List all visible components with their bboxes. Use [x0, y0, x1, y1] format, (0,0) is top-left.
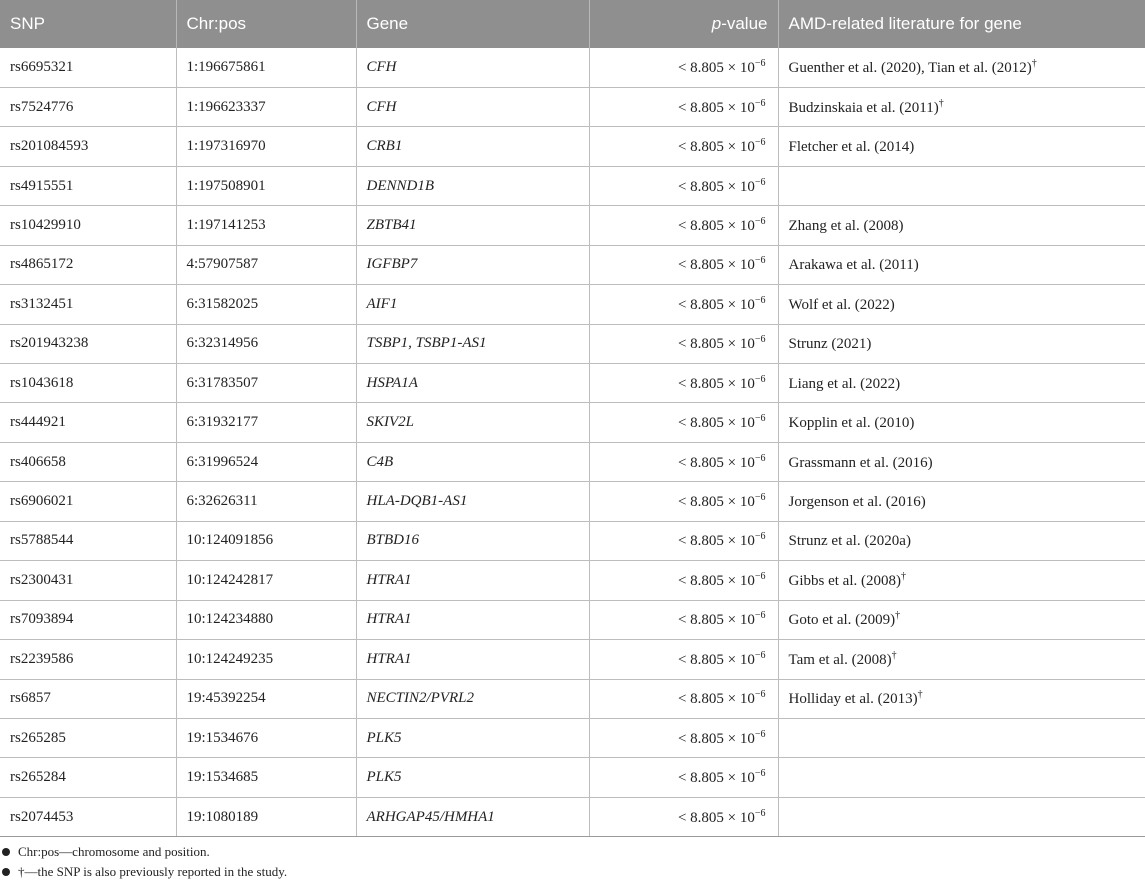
table-row	[0, 403, 1145, 442]
cell-snp: rs444921	[0, 403, 176, 442]
cell-snp: rs6857	[0, 679, 176, 718]
header-gene: Gene	[356, 0, 589, 48]
pvalue-exponent: −6	[754, 57, 766, 69]
cell-snp: rs5788544	[0, 521, 176, 560]
header-pvalue-rest: -value	[721, 14, 768, 33]
cell-gene: ZBTB41	[356, 206, 589, 245]
cell-chrpos: 10:124249235	[176, 640, 356, 679]
pvalue-prefix: < 8.805 × 10	[677, 533, 755, 550]
pvalue-prefix: < 8.805 × 10	[677, 770, 755, 787]
cell-literature	[778, 718, 1145, 757]
footnotes	[0, 842, 287, 882]
cell-literature	[778, 364, 1145, 403]
cell-chrpos: 1:197141253	[176, 206, 356, 245]
cell-literature	[778, 640, 1145, 679]
cell-snp: rs2074453	[0, 797, 176, 836]
cell-literature	[778, 206, 1145, 245]
footnote	[0, 862, 287, 882]
cell-literature	[778, 442, 1145, 481]
literature-text: Budzinskaia et al. (2011)	[788, 99, 939, 116]
pvalue-prefix: < 8.805 × 10	[677, 257, 755, 274]
cell-chrpos: 1:196675861	[176, 48, 356, 87]
cell-chrpos: 4:57907587	[176, 245, 356, 284]
table-row	[0, 245, 1145, 284]
cell-pvalue	[589, 285, 778, 324]
pvalue-prefix: < 8.805 × 10	[677, 178, 755, 195]
cell-gene: CRB1	[356, 127, 589, 166]
pvalue-exponent: −6	[754, 215, 766, 227]
pvalue-prefix: < 8.805 × 10	[677, 651, 755, 668]
cell-chrpos: 6:32626311	[176, 482, 356, 521]
cell-pvalue	[589, 166, 778, 205]
cell-pvalue	[589, 206, 778, 245]
literature-text: Kopplin et al. (2010)	[788, 415, 915, 432]
cell-pvalue	[589, 758, 778, 797]
cell-chrpos: 19:45392254	[176, 679, 356, 718]
cell-pvalue	[589, 324, 778, 363]
cell-pvalue	[589, 48, 778, 87]
table-row	[0, 561, 1145, 600]
cell-gene: PLK5	[356, 758, 589, 797]
literature-text: Gibbs et al. (2008)	[788, 572, 901, 589]
literature-text: Strunz (2021)	[788, 336, 872, 353]
pvalue-exponent: −6	[754, 137, 766, 149]
cell-gene: AIF1	[356, 285, 589, 324]
cell-gene: SKIV2L	[356, 403, 589, 442]
cell-literature	[778, 403, 1145, 442]
cell-chrpos: 6:31783507	[176, 364, 356, 403]
cell-snp: rs406658	[0, 442, 176, 481]
cell-chrpos: 19:1534676	[176, 718, 356, 757]
table-row	[0, 127, 1145, 166]
table-header	[0, 0, 1145, 48]
table-row	[0, 442, 1145, 481]
table-row	[0, 285, 1145, 324]
pvalue-exponent: −6	[754, 610, 766, 622]
dagger-mark: †	[895, 610, 901, 622]
literature-text: Jorgenson et al. (2016)	[788, 494, 926, 511]
cell-gene: HTRA1	[356, 640, 589, 679]
cell-literature	[778, 127, 1145, 166]
table-row	[0, 482, 1145, 521]
cell-pvalue	[589, 521, 778, 560]
pvalue-exponent: −6	[754, 768, 766, 780]
dagger-mark: †	[1031, 57, 1037, 69]
literature-text: Fletcher et al. (2014)	[788, 139, 915, 156]
cell-snp: rs4865172	[0, 245, 176, 284]
cell-gene: HTRA1	[356, 600, 589, 639]
pvalue-prefix: < 8.805 × 10	[677, 572, 755, 589]
cell-gene: PLK5	[356, 718, 589, 757]
pvalue-prefix: < 8.805 × 10	[677, 612, 755, 629]
pvalue-prefix: < 8.805 × 10	[677, 454, 755, 471]
header-chrpos: Chr:pos	[176, 0, 356, 48]
cell-snp: rs7093894	[0, 600, 176, 639]
cell-gene: CFH	[356, 48, 589, 87]
cell-literature	[778, 87, 1145, 126]
cell-literature	[778, 285, 1145, 324]
table-row	[0, 324, 1145, 363]
bullet-icon	[2, 868, 10, 876]
cell-pvalue	[589, 640, 778, 679]
cell-literature	[778, 48, 1145, 87]
cell-snp: rs2300431	[0, 561, 176, 600]
cell-literature	[778, 482, 1145, 521]
pvalue-exponent: −6	[754, 689, 766, 701]
pvalue-prefix: < 8.805 × 10	[677, 336, 755, 353]
cell-snp: rs2239586	[0, 640, 176, 679]
pvalue-prefix: < 8.805 × 10	[677, 730, 755, 747]
pvalue-prefix: < 8.805 × 10	[677, 494, 755, 511]
table-row	[0, 679, 1145, 718]
cell-snp: rs4915551	[0, 166, 176, 205]
pvalue-prefix: < 8.805 × 10	[677, 99, 755, 116]
pvalue-exponent: −6	[754, 807, 766, 819]
pvalue-exponent: −6	[754, 649, 766, 661]
cell-literature	[778, 679, 1145, 718]
table-row	[0, 87, 1145, 126]
cell-chrpos: 6:31582025	[176, 285, 356, 324]
header-snp: SNP	[0, 0, 176, 48]
literature-text: Strunz et al. (2020a)	[788, 533, 911, 550]
cell-pvalue	[589, 245, 778, 284]
cell-gene: BTBD16	[356, 521, 589, 560]
pvalue-exponent: −6	[754, 97, 766, 109]
cell-chrpos: 6:31932177	[176, 403, 356, 442]
table-row	[0, 718, 1145, 757]
literature-text: Guenther et al. (2020), Tian et al. (2012)	[788, 59, 1032, 76]
pvalue-prefix: < 8.805 × 10	[677, 415, 755, 432]
literature-text: Arakawa et al. (2011)	[788, 257, 919, 274]
table-row	[0, 797, 1145, 836]
pvalue-prefix: < 8.805 × 10	[677, 691, 755, 708]
cell-snp: rs6695321	[0, 48, 176, 87]
table-row	[0, 206, 1145, 245]
pvalue-prefix: < 8.805 × 10	[677, 59, 755, 76]
cell-gene: C4B	[356, 442, 589, 481]
pvalue-exponent: −6	[754, 570, 766, 582]
cell-snp: rs201943238	[0, 324, 176, 363]
literature-text: Grassmann et al. (2016)	[788, 454, 933, 471]
cell-chrpos: 1:197508901	[176, 166, 356, 205]
dagger-mark: †	[900, 570, 906, 582]
table-body	[0, 48, 1145, 837]
cell-chrpos: 1:197316970	[176, 127, 356, 166]
table-row	[0, 166, 1145, 205]
pvalue-prefix: < 8.805 × 10	[677, 217, 755, 234]
cell-literature	[778, 245, 1145, 284]
cell-pvalue	[589, 364, 778, 403]
dagger-mark: †	[917, 689, 923, 701]
table-row	[0, 758, 1145, 797]
cell-chrpos: 10:124234880	[176, 600, 356, 639]
cell-pvalue	[589, 87, 778, 126]
pvalue-exponent: −6	[754, 492, 766, 504]
header-literature: AMD-related literature for gene	[778, 0, 1145, 48]
literature-text: Wolf et al. (2022)	[788, 296, 895, 313]
cell-snp: rs10429910	[0, 206, 176, 245]
pvalue-exponent: −6	[754, 452, 766, 464]
header-pvalue	[589, 0, 778, 48]
literature-text: Goto et al. (2009)	[788, 612, 896, 629]
cell-literature	[778, 324, 1145, 363]
cell-chrpos: 19:1534685	[176, 758, 356, 797]
cell-pvalue	[589, 561, 778, 600]
table-row	[0, 600, 1145, 639]
cell-gene: HLA-DQB1-AS1	[356, 482, 589, 521]
pvalue-prefix: < 8.805 × 10	[677, 296, 755, 313]
cell-literature	[778, 600, 1145, 639]
cell-gene: ARHGAP45/HMHA1	[356, 797, 589, 836]
literature-text: Zhang et al. (2008)	[788, 217, 904, 234]
footnote	[0, 842, 287, 862]
cell-chrpos: 6:32314956	[176, 324, 356, 363]
cell-literature	[778, 758, 1145, 797]
cell-pvalue	[589, 679, 778, 718]
cell-gene: HSPA1A	[356, 364, 589, 403]
literature-text: Tam et al. (2008)	[788, 651, 892, 668]
cell-literature	[778, 561, 1145, 600]
bullet-icon	[2, 848, 10, 856]
cell-gene: CFH	[356, 87, 589, 126]
literature-text: Liang et al. (2022)	[788, 375, 901, 392]
cell-pvalue	[589, 600, 778, 639]
cell-snp: rs6906021	[0, 482, 176, 521]
cell-snp: rs201084593	[0, 127, 176, 166]
cell-literature	[778, 166, 1145, 205]
cell-gene: HTRA1	[356, 561, 589, 600]
cell-pvalue	[589, 403, 778, 442]
cell-snp: rs265285	[0, 718, 176, 757]
pvalue-exponent: −6	[754, 531, 766, 543]
dagger-mark: †	[891, 649, 897, 661]
table-row	[0, 364, 1145, 403]
cell-gene: NECTIN2/PVRL2	[356, 679, 589, 718]
cell-chrpos: 10:124242817	[176, 561, 356, 600]
pvalue-prefix: < 8.805 × 10	[677, 375, 755, 392]
cell-chrpos: 6:31996524	[176, 442, 356, 481]
pvalue-exponent: −6	[754, 294, 766, 306]
pvalue-exponent: −6	[754, 334, 766, 346]
cell-literature	[778, 797, 1145, 836]
cell-gene: DENND1B	[356, 166, 589, 205]
cell-snp: rs3132451	[0, 285, 176, 324]
dagger-mark: †	[938, 97, 944, 109]
header-pvalue-italic: p	[711, 14, 722, 33]
table-row	[0, 48, 1145, 87]
pvalue-prefix: < 8.805 × 10	[677, 809, 755, 826]
pvalue-prefix: < 8.805 × 10	[677, 139, 755, 156]
footnote-text: Chr:pos—chromosome and position.	[18, 844, 210, 859]
literature-text: Holliday et al. (2013)	[788, 691, 918, 708]
pvalue-exponent: −6	[754, 728, 766, 740]
pvalue-exponent: −6	[754, 373, 766, 385]
cell-snp: rs1043618	[0, 364, 176, 403]
cell-gene: TSBP1, TSBP1-AS1	[356, 324, 589, 363]
table-row	[0, 640, 1145, 679]
pvalue-exponent: −6	[754, 176, 766, 188]
cell-literature	[778, 521, 1145, 560]
cell-chrpos: 1:196623337	[176, 87, 356, 126]
cell-pvalue	[589, 442, 778, 481]
cell-pvalue	[589, 797, 778, 836]
pvalue-exponent: −6	[754, 413, 766, 425]
cell-chrpos: 10:124091856	[176, 521, 356, 560]
cell-pvalue	[589, 718, 778, 757]
cell-pvalue	[589, 482, 778, 521]
cell-snp: rs265284	[0, 758, 176, 797]
pvalue-exponent: −6	[754, 255, 766, 267]
cell-chrpos: 19:1080189	[176, 797, 356, 836]
cell-snp: rs7524776	[0, 87, 176, 126]
cell-gene: IGFBP7	[356, 245, 589, 284]
cell-pvalue	[589, 127, 778, 166]
footnote-text: †—the SNP is also previously reported in the study.	[18, 864, 288, 879]
table-row	[0, 521, 1145, 560]
